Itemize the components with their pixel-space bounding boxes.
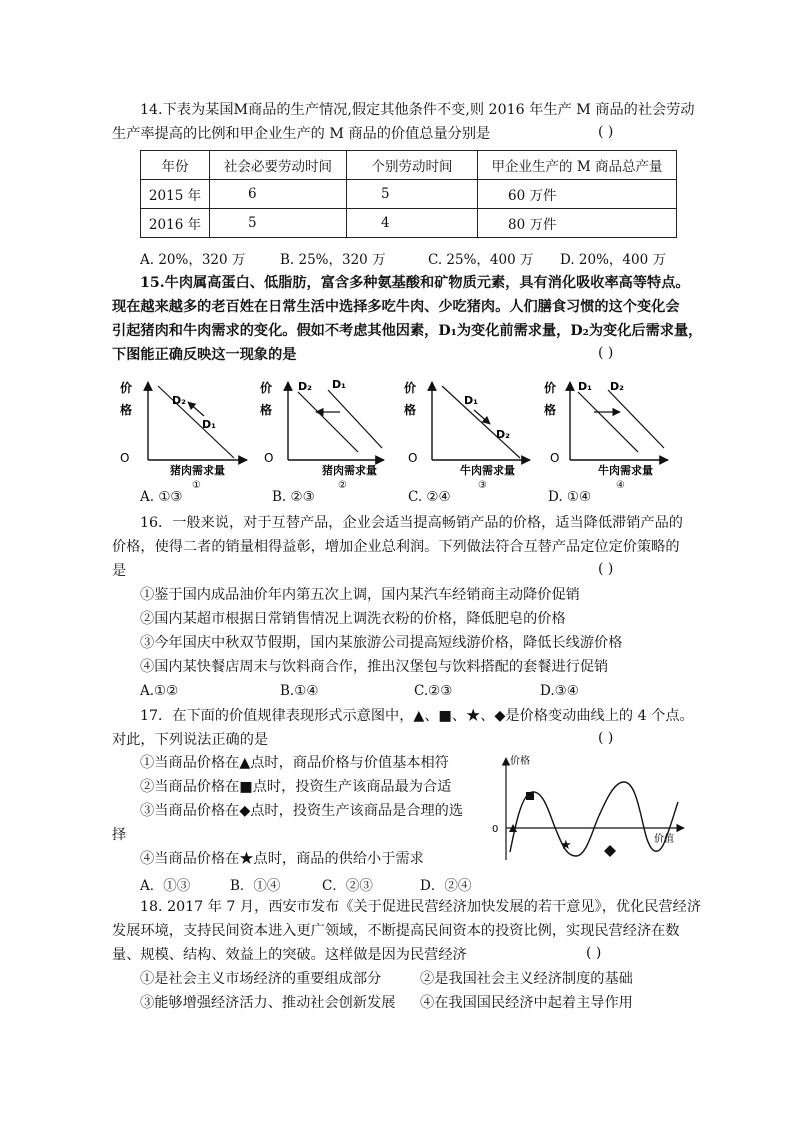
- q15-stem-line1: 15.牛肉属高蛋白、低脂肪，富含多种氨基酸和矿物质元素，具有消化吸收率高等特点。: [140, 275, 690, 291]
- x-label: 价值: [654, 834, 674, 845]
- q14-table: [140, 150, 677, 238]
- q16-option-d[interactable]: D.③④: [540, 683, 579, 699]
- q17-item-3-cont: 择: [112, 827, 127, 843]
- q18-item-3: ③能够增强经济活力、推动社会创新发展: [140, 995, 396, 1011]
- q14-answer-paren: ( ): [598, 124, 614, 140]
- q15-answer-paren: ( ): [598, 345, 614, 361]
- graph-number: ③: [478, 480, 487, 490]
- y-label-bottom: 格: [120, 403, 133, 417]
- graph-2: [260, 378, 384, 490]
- q17-option-a[interactable]: A．①③: [140, 878, 191, 894]
- q16-stem-line1: 16．一般来说，对于互替产品，企业会适当提高畅销产品的价格，适当降低滞销产品的: [140, 515, 683, 531]
- q17-option-d[interactable]: D．②④: [420, 878, 472, 894]
- y-label-top: 价: [120, 381, 133, 395]
- q16-option-c[interactable]: C.②③: [414, 683, 453, 699]
- q17-item-3: ③当商品价格在◆点时，投资生产该商品是合理的选: [140, 803, 464, 819]
- x-label: 牛肉需求量: [598, 464, 653, 477]
- q15-option-a[interactable]: A. ①③: [140, 489, 183, 505]
- graph-1: [120, 380, 247, 490]
- y-label-top: 价: [260, 381, 273, 395]
- demand-curve-d2: [158, 386, 234, 458]
- curve-label: D₁: [202, 418, 216, 431]
- square-point: [526, 792, 534, 800]
- q15-graphs: [112, 372, 672, 490]
- q17-stem-line2: 对此，下列说法正确的是: [112, 732, 269, 748]
- q16-stem-line3: 是: [112, 563, 127, 579]
- y-label-bottom: 格: [260, 403, 273, 417]
- q17-option-b[interactable]: B．①④: [230, 878, 281, 894]
- table-header: 甲企业生产的 M 商品总产量: [478, 151, 677, 180]
- q18-item-2: ②是我国社会主义经济制度的基础: [420, 971, 633, 987]
- demand-curve: [442, 386, 520, 458]
- origin-label: O: [264, 451, 274, 465]
- q15-option-b[interactable]: B. ②③: [272, 489, 315, 505]
- table-cell: 60 万件: [478, 180, 677, 209]
- q14-stem-line1: 14.下表为某国M商品的生产情况,假定其他条件不变,则 2016 年生产 M 商品的社会劳动: [140, 102, 695, 118]
- origin-label: O: [550, 451, 560, 465]
- q16-item-4: ④国内某快餐店周末与饮料商合作，推出汉堡包与饮料搭配的套餐进行促销: [140, 659, 609, 675]
- demand-curve-d1: [328, 390, 382, 448]
- q14-stem-line2: 生产率提高的比例和甲企业生产的 M 商品的价值总量分别是: [112, 126, 491, 142]
- graph-4: [544, 380, 668, 490]
- x-label: 牛肉需求量: [460, 464, 515, 477]
- q18-stem-line3: 量、规模、结构、效益上的突破。这样做是因为民营经济: [112, 947, 467, 963]
- price-curve: [510, 782, 678, 856]
- table-header: 社会必要劳动时间: [210, 151, 347, 180]
- table-cell: 4: [347, 209, 478, 238]
- table-header-row: [141, 151, 677, 180]
- q16-item-3: ③今年国庆中秋双节假期，国内某旅游公司提高短线游价格，降低长线游价格: [140, 635, 623, 651]
- table-row: [141, 209, 677, 238]
- x-label: 猪肉需求量: [322, 464, 377, 477]
- curve-label: D₁: [578, 380, 592, 393]
- diamond-point: [604, 845, 616, 857]
- q16-stem-line2: 价格，使得二者的销量相得益彰，增加企业总利润。下列做法符合互替产品定位定价策略的: [112, 539, 680, 555]
- curve-label: D₁: [332, 378, 346, 391]
- y-label: 价格: [510, 756, 530, 767]
- graph-number: ②: [338, 480, 347, 490]
- table-header: 个别劳动时间: [347, 151, 478, 180]
- table-header: 年份: [141, 151, 210, 180]
- table-row: [141, 180, 677, 209]
- q17-price-value-graph: [488, 752, 688, 864]
- q15-stem-line4: 下图能正确反映这一现象的是: [112, 347, 297, 363]
- q17-item-1: ①当商品价格在▲点时，商品价格与价值基本相符: [140, 755, 449, 771]
- table-cell: 5: [347, 180, 478, 209]
- q17-answer-paren: ( ): [598, 730, 614, 746]
- q16-item-1: ①鉴于国内成品油价年内第五次上调，国内某汽车经销商主动降价促销: [140, 587, 580, 603]
- q15-option-c[interactable]: C. ②④: [408, 489, 451, 505]
- curve-label: D₂: [298, 380, 312, 393]
- q18-stem-line1: 18. 2017 年 7 月，西安市发布《关于促进民营经济加快发展的若干意见》，优化民营经济: [140, 899, 702, 915]
- shift-arrow: [188, 402, 204, 416]
- graph-number: ①: [192, 480, 201, 490]
- graph-number: ④: [616, 480, 625, 490]
- q16-option-a[interactable]: A.①②: [140, 683, 179, 699]
- q14-option-c[interactable]: C. 25%，400 万: [428, 252, 534, 268]
- table-cell: 2015 年: [141, 180, 210, 209]
- q14-option-a[interactable]: A. 20%，320 万: [140, 252, 246, 268]
- q14-option-d[interactable]: D. 20%，400 万: [560, 252, 666, 268]
- curve-label: D₁: [464, 394, 478, 407]
- y-label-top: 价: [404, 381, 417, 395]
- q16-option-b[interactable]: B.①④: [280, 683, 319, 699]
- table-cell: 2016 年: [141, 209, 210, 238]
- demand-curve-d1: [578, 392, 638, 452]
- q17-item-4: ④当商品价格在★点时，商品的供给小于需求: [140, 851, 424, 867]
- table-cell: 6: [210, 180, 347, 209]
- q15-stem-line2: 现在越来越多的老百姓在日常生活中选择多吃牛肉、少吃猪肉。人们膳食习惯的这个变化会: [112, 299, 680, 315]
- q18-answer-paren: ( ): [586, 945, 602, 961]
- q18-item-4: ④在我国国民经济中起着主导作用: [420, 995, 633, 1011]
- curve-label: D₂: [172, 394, 186, 407]
- demand-curve-d2: [608, 390, 664, 448]
- q18-stem-line2: 发展环境，支持民间资本进入更广领域，不断提高民间资本的投资比例，实现民营经济在数: [112, 923, 680, 939]
- star-point: ★: [560, 838, 572, 853]
- q15-option-d[interactable]: D. ①④: [548, 489, 592, 505]
- q16-answer-paren: ( ): [598, 561, 614, 577]
- q17-stem-line1: 17．在下面的价值规律表现形式示意图中，▲、■、★、◆是价格变动曲线上的 4 个点。: [140, 708, 694, 724]
- curve-label: D₂: [496, 428, 510, 441]
- origin-label: O: [120, 451, 130, 465]
- y-label-bottom: 格: [404, 403, 417, 417]
- curve-label: D₂: [610, 380, 624, 393]
- q14-option-b[interactable]: B. 25%，320 万: [280, 252, 386, 268]
- table-cell: 80 万件: [478, 209, 677, 238]
- q17-item-2: ②当商品价格在■点时，投资生产该商品最为合适: [140, 779, 452, 795]
- origin-label: O: [408, 451, 418, 465]
- graph-3: [404, 380, 530, 490]
- table-cell: 5: [210, 209, 347, 238]
- q15-stem-line3: 引起猪肉和牛肉需求的变化。假如不考虑其他因素，D₁为变化前需求量，D₂为变化后需求量，: [112, 323, 703, 339]
- x-label: 猪肉需求量: [170, 464, 225, 477]
- y-label-bottom: 格: [544, 403, 557, 417]
- y-label-top: 价: [544, 381, 557, 395]
- q18-item-1: ①是社会主义市场经济的重要组成部分: [140, 971, 382, 987]
- origin-label: 0: [492, 824, 499, 835]
- q17-option-c[interactable]: C．②③: [322, 878, 373, 894]
- q16-item-2: ②国内某超市根据日常销售情况上调洗衣粉的价格，降低肥皂的价格: [140, 611, 566, 627]
- demand-curve-d2: [298, 392, 358, 452]
